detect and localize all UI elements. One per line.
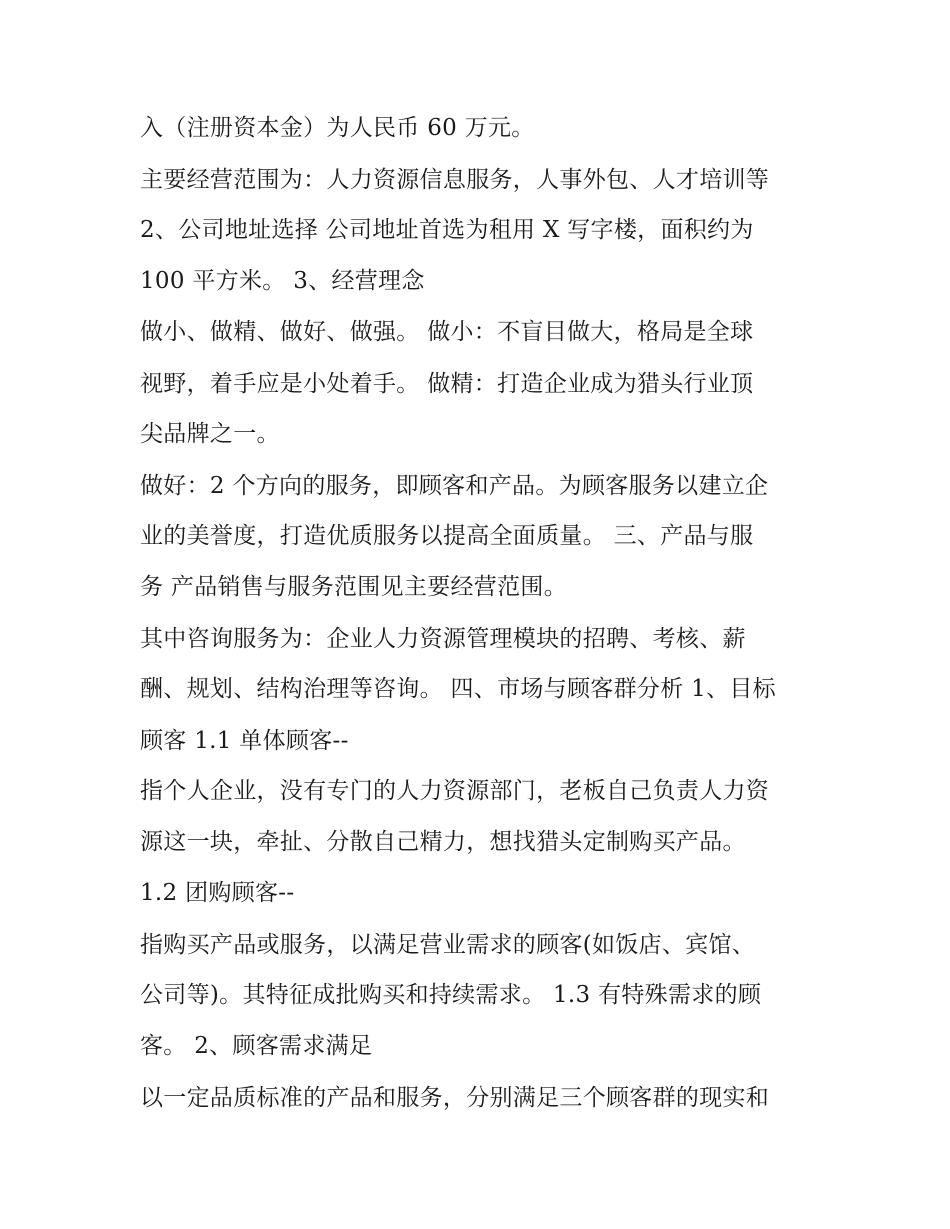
text-line: 顾客 1.1 单体顾客--	[140, 728, 349, 754]
text-line: 尖品牌之一。	[140, 421, 280, 447]
text-line: 其中咨询服务为：企业人力资源管理模块的招聘、考核、薪	[140, 626, 746, 652]
text-line: 入（注册资本金）为人民币 60 万元。	[140, 115, 535, 141]
text-line: 主要经营范围为：人力资源信息服务，人事外包、人才培训等	[140, 167, 770, 193]
text-line: 2、公司地址选择 公司地址首选为租用 X 写字楼，面积约为	[140, 217, 754, 243]
text-line: 指购买产品或服务，以满足营业需求的顾客(如饭店、宾馆、	[140, 932, 756, 958]
text-line: 做小、做精、做好、做强。 做小：不盲目做大，格局是全球	[140, 319, 754, 345]
text-line: 业的美誉度，打造优质服务以提高全面质量。 三、产品与服	[140, 523, 754, 549]
text-line: 以一定品质标准的产品和服务，分别满足三个顾客群的现实和	[140, 1085, 770, 1111]
text-line: 源这一块，牵扯、分散自己精力，想找猎头定制购买产品。	[140, 829, 746, 855]
text-line: 客。 2、顾客需求满足	[140, 1033, 373, 1059]
text-line: 1.2 团购顾客--	[140, 880, 295, 906]
text-line: 指个人企业，没有专门的人力资源部门，老板自己负责人力资	[140, 778, 770, 804]
text-line: 公司等)。其特征成批购买和持续需求。 1.3 有特殊需求的顾	[140, 982, 762, 1008]
text-line: 100 平方米。 3、经营理念	[140, 268, 425, 294]
text-line: 做好：2 个方向的服务，即顾客和产品。为顾客服务以建立企	[140, 473, 769, 499]
text-line: 务 产品销售与服务范围见主要经营范围。	[140, 574, 568, 600]
text-line: 视野，着手应是小处着手。 做精：打造企业成为猎头行业顶	[140, 371, 754, 397]
text-line: 酬、规划、结构治理等咨询。 四、市场与顾客群分析 1、目标	[140, 676, 776, 702]
